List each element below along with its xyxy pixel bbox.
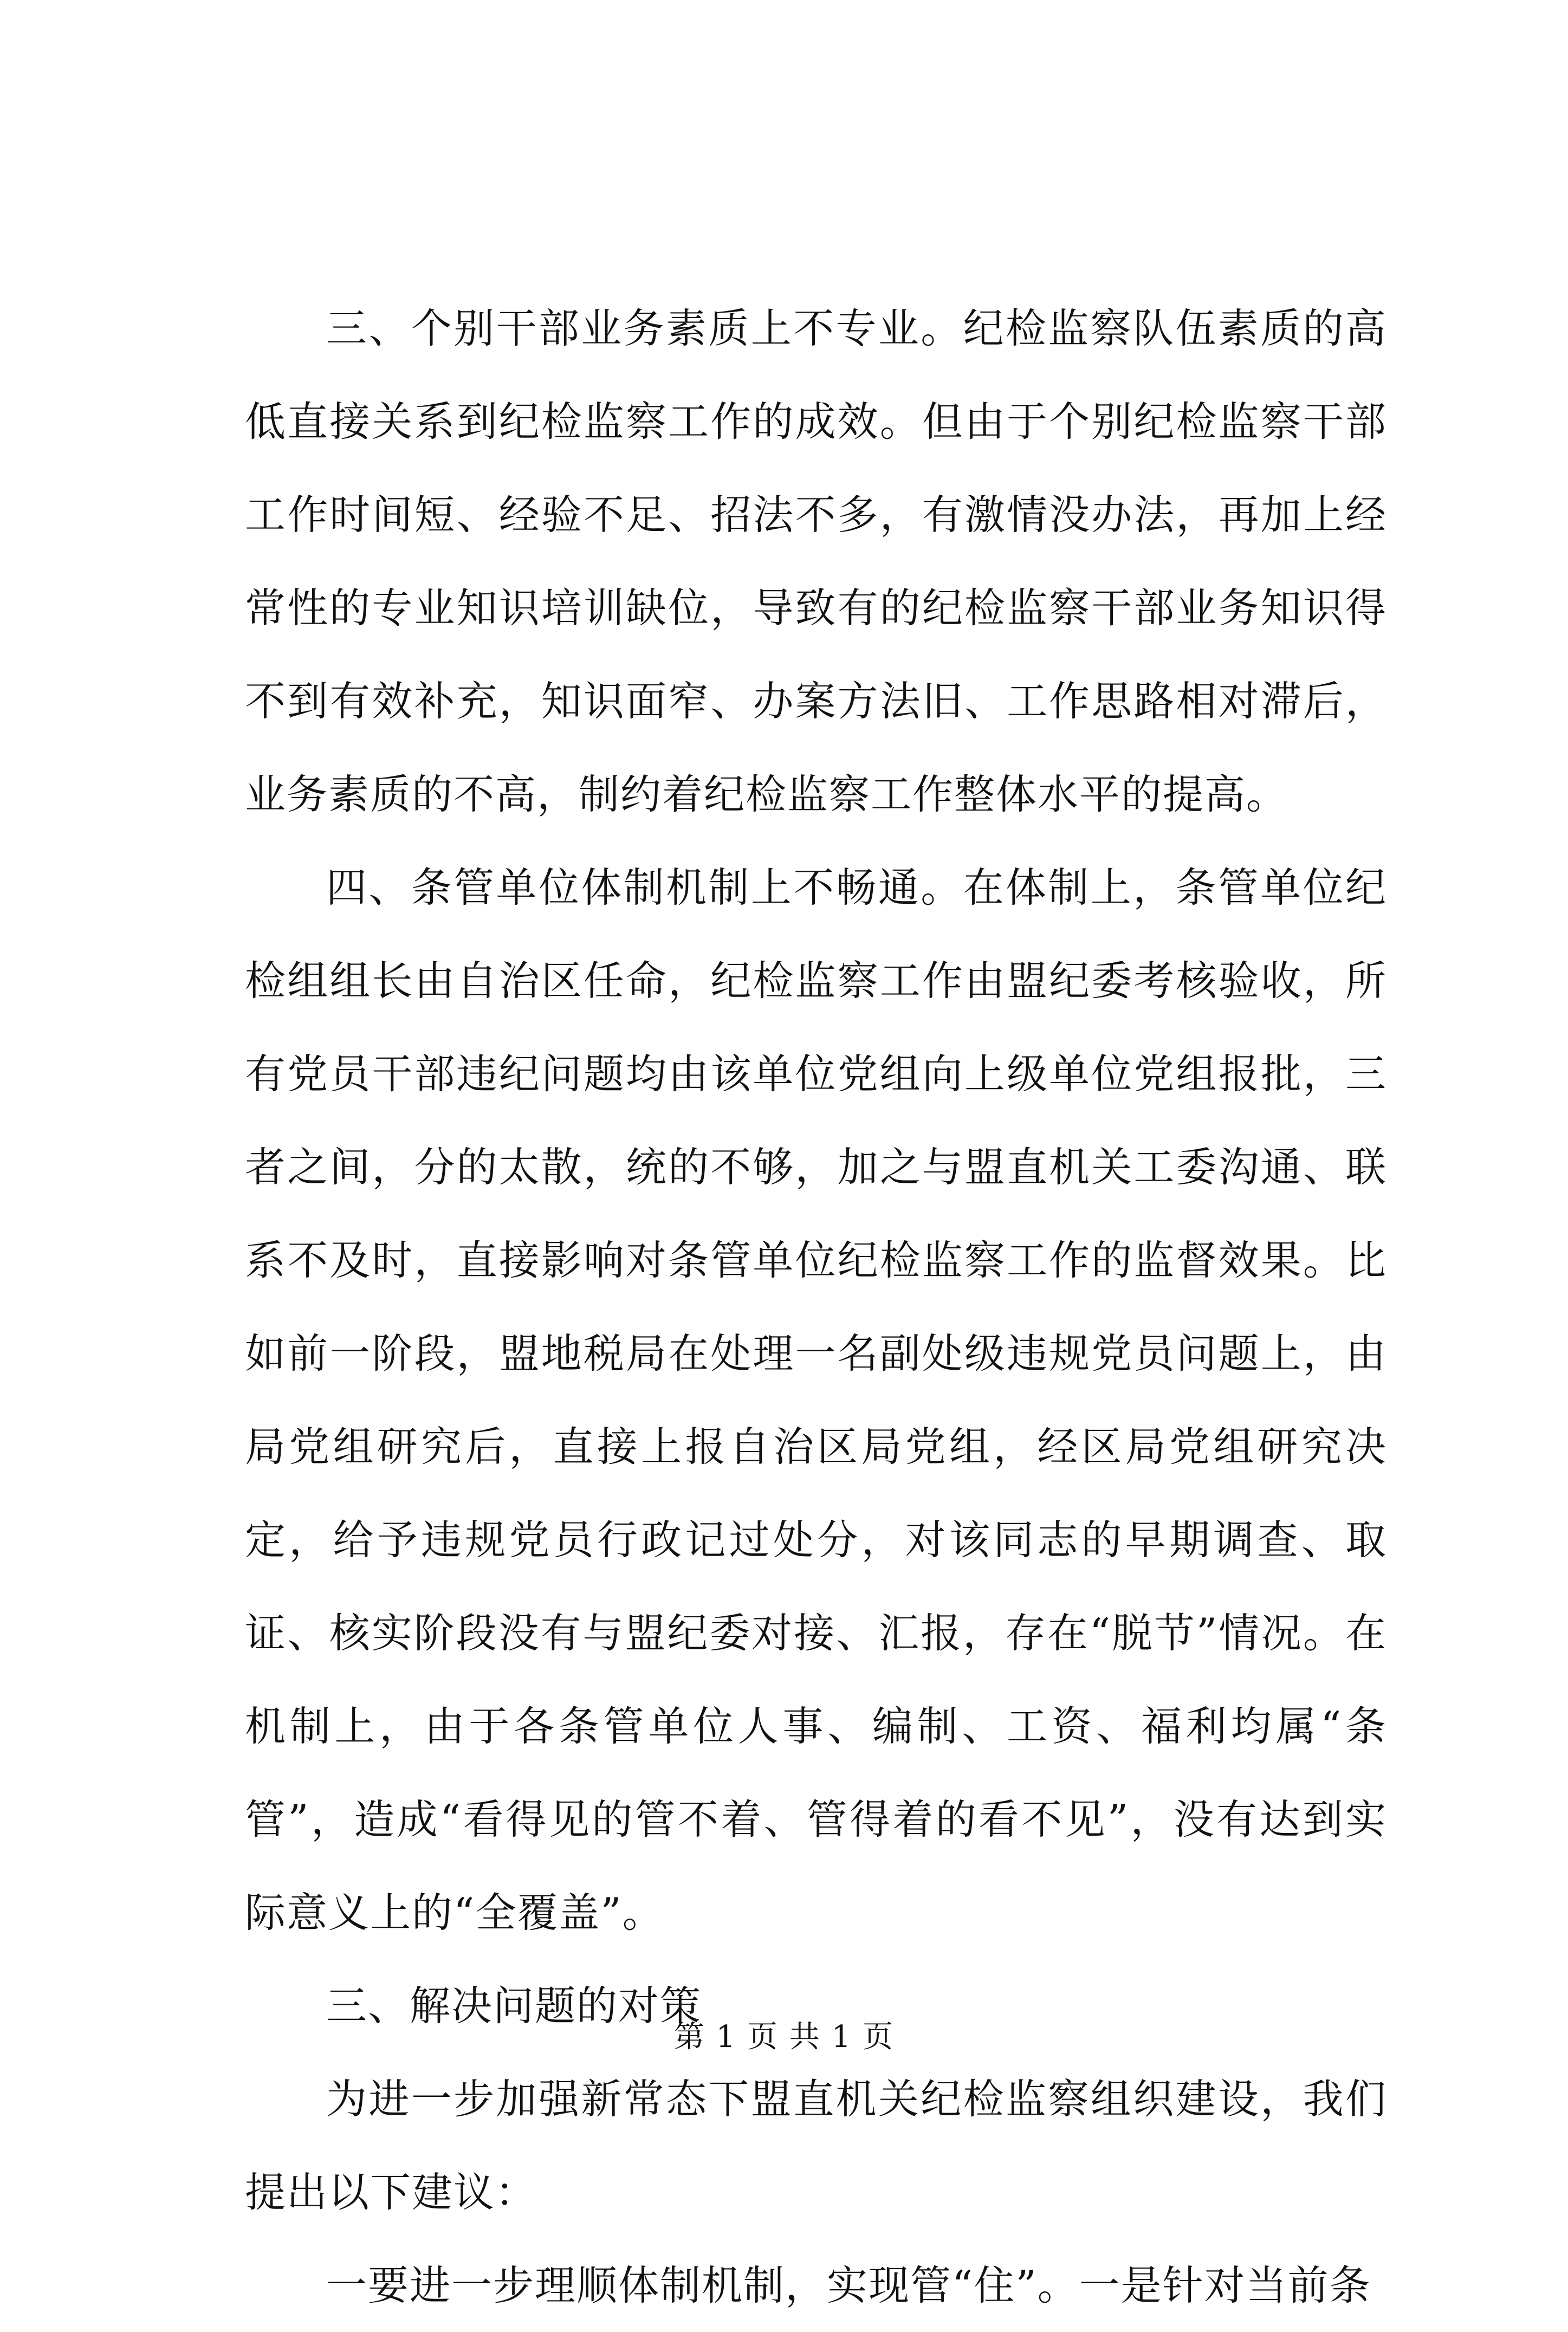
paragraph-professional-quality: 三、个别干部业务素质上不专业。纪检监察队伍素质的高低直接关系到纪检监察工作的成效。但由于个别纪检监察干部工作时间短、经验不足、招法不多，有激情没办法，再加上经常性的专业知识培训缺位，导致有的纪检监察干部业务知识得不到有效补充，知识面窄、办案方法旧、工作思路相对滞后，业务素质的不高，制约着纪检监察工作整体水平的提高。 xyxy=(245,305,1387,818)
paragraph-suggestions-intro: 为进一步加强新常态下盟直机关纪检监察组织建设，我们提出以下建议： xyxy=(245,2075,1387,2216)
page-footer: 第 1 页 共 1 页 xyxy=(673,2019,895,2055)
paragraph-first-suggestion: 一要进一步理顺体制机制，实现管“住”。一是针对当前条 xyxy=(326,2262,1371,2309)
paragraph-institutional-mechanism: 四、条管单位体制机制上不畅通。在体制上，条管单位纪检组组长由自治区任命，纪检监察工作由盟纪委考核验收，所有党员干部违纪问题均由该单位党组向上级单位党组报批，三者之间，分的太散，统的不够，加之与盟直机关工委沟通、联系不及时，直接影响对条管单位纪检监察工作的监督效果。比如前一阶段，盟地税局在处理一名副处级违规党员问题上，由局党组研究后，直接上报自治区局党组，经区局党组研究决定，给予违规党员行政记过处分，对该同志的早期调查、取证、核实阶段没有与盟纪委对接、汇报，存在“脱节”情况。在机制上，由于各条管单位人事、编制、工资、福利均属“条管”，造成“看得见的管不着、管得着的看不见”，没有达到实际意义上的“全覆盖”。 xyxy=(245,864,1387,1936)
section-heading-solutions: 三、解决问题的对策 xyxy=(326,1982,702,2030)
